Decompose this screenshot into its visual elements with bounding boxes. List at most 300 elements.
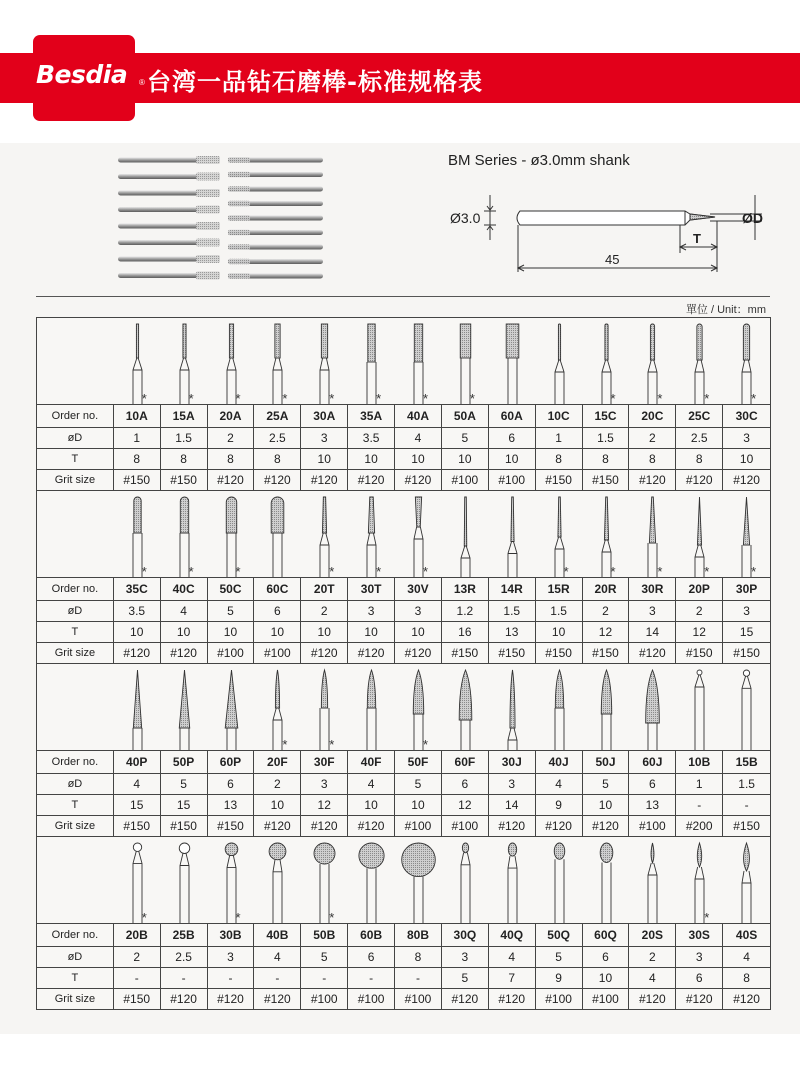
cell-order: 50P <box>161 751 208 773</box>
cell-order: 40C <box>161 578 208 600</box>
cell-order: 60C <box>254 578 301 600</box>
cell-order: 30P <box>735 582 758 596</box>
bur-drawing-40C <box>161 491 208 577</box>
cell-d: 4 <box>348 774 395 794</box>
cell-order: 30Q <box>442 924 489 946</box>
cell-d: 2.5 <box>676 428 723 448</box>
row-label-grit: Grit size <box>37 643 114 663</box>
bur-point-icon <box>208 664 255 750</box>
cell-order: 60F <box>442 751 489 773</box>
bur-drawings-row <box>37 318 770 404</box>
bur-drawing-15R <box>536 491 583 577</box>
asterisk-mark: * <box>329 910 335 925</box>
bur-point-icon <box>114 664 161 750</box>
table-row-grit <box>37 815 770 836</box>
cell-order: 50C <box>208 578 255 600</box>
cell-order: 60A <box>489 405 536 427</box>
bur-drawing-25A <box>254 318 301 404</box>
cell-d: 4 <box>489 947 536 967</box>
cell-t: 8 <box>743 971 750 985</box>
bur-flame-icon <box>442 664 489 750</box>
cell-order: 20C <box>629 405 676 427</box>
cell-grit: #150 <box>733 819 760 833</box>
cell-t: - <box>744 798 749 812</box>
bur-drawing-30J <box>489 664 536 750</box>
bur-needle-icon <box>629 491 676 577</box>
spec-table <box>36 317 771 1010</box>
bur-drawing-40J <box>536 664 583 750</box>
cell-t: 10 <box>583 795 630 815</box>
cell-t: 8 <box>208 449 255 469</box>
table-row-t <box>37 967 770 988</box>
row-label-grit: Grit size <box>37 470 114 490</box>
cell-order: 10C <box>536 405 583 427</box>
asterisk-mark: * <box>376 564 382 579</box>
cell-t: 10 <box>442 449 489 469</box>
bur-drawing-50B <box>301 837 348 923</box>
bur-drawing-60Q <box>583 837 630 923</box>
cell-t: 10 <box>114 622 161 642</box>
asterisk-mark: * <box>329 564 335 579</box>
row-label-order: Order no. <box>37 405 114 427</box>
cell-t: - <box>161 968 208 988</box>
cell-order: 60Q <box>583 924 630 946</box>
cell-grit: #120 <box>536 816 583 836</box>
cell-d: 3 <box>348 601 395 621</box>
cell-grit: #150 <box>114 816 161 836</box>
cell-d: 3.5 <box>114 601 161 621</box>
cell-t: 10 <box>208 622 255 642</box>
table-row-d <box>37 427 770 448</box>
cell-t: - <box>395 968 442 988</box>
cell-d: 3.5 <box>348 428 395 448</box>
cell-d: 4 <box>395 428 442 448</box>
bur-drawing-40B <box>254 837 301 923</box>
cell-grit: #120 <box>254 816 301 836</box>
cell-t: 10 <box>583 968 630 988</box>
cell-order: 15C <box>583 405 630 427</box>
cell-grit: #150 <box>489 643 536 663</box>
cell-grit: #120 <box>442 989 489 1009</box>
bur-ball-icon <box>254 837 301 923</box>
cell-t: 8 <box>114 449 161 469</box>
cell-order: 50J <box>583 751 630 773</box>
asterisk-mark: * <box>469 391 475 406</box>
bur-round-icon <box>161 491 208 577</box>
cell-t: 10 <box>348 795 395 815</box>
page-title: 台湾一品钻石磨棒-标准规格表 <box>147 68 483 96</box>
cell-d: 3 <box>743 431 750 445</box>
bur-cyl-icon <box>301 318 348 404</box>
cell-t: 10 <box>161 622 208 642</box>
table-row-grit <box>37 988 770 1009</box>
cell-t: 5 <box>442 968 489 988</box>
cell-grit: #120 <box>733 473 760 487</box>
bur-ball-icon <box>208 837 255 923</box>
bur-drawing-20P <box>676 491 723 577</box>
bur-flame-icon <box>489 664 536 750</box>
cell-d: 3 <box>301 428 348 448</box>
bur-drawing-25C <box>676 318 723 404</box>
bur-drawing-30S <box>676 837 723 923</box>
bur-drawing-50C <box>208 491 255 577</box>
cell-grit: #120 <box>161 989 208 1009</box>
cell-t: 14 <box>489 795 536 815</box>
cell-order: 20P <box>676 578 723 600</box>
cell-grit: #100 <box>536 989 583 1009</box>
cell-t: 4 <box>629 968 676 988</box>
bur-drawing-60A <box>489 318 536 404</box>
bur-ball-icon <box>395 837 442 923</box>
bur-drawing-60F <box>442 664 489 750</box>
cell-grit: #120 <box>629 989 676 1009</box>
row-label-d: øD <box>37 774 114 794</box>
cell-order: 20S <box>629 924 676 946</box>
cell-d: 6 <box>208 774 255 794</box>
cell-grit: #150 <box>114 989 161 1009</box>
bur-egg-icon <box>583 837 630 923</box>
bur-flame-icon <box>395 664 442 750</box>
table-row-order <box>37 750 770 773</box>
cell-order: 30A <box>301 405 348 427</box>
cell-t: 13 <box>629 795 676 815</box>
cell-order: 30B <box>208 924 255 946</box>
bur-drawing-50A <box>442 318 489 404</box>
cell-order: 20R <box>583 578 630 600</box>
separator-line <box>36 296 770 297</box>
table-row-d <box>37 946 770 967</box>
bur-drawing-20T <box>301 491 348 577</box>
cell-order: 14R <box>489 578 536 600</box>
cell-d: 5 <box>161 774 208 794</box>
cell-d: 3 <box>208 947 255 967</box>
head-length-label: T <box>693 231 701 246</box>
bur-cyl-icon <box>489 318 536 404</box>
cell-grit: #100 <box>254 643 301 663</box>
drawing-label-spacer <box>37 318 114 404</box>
bur-drawing-20B <box>114 837 161 923</box>
cell-t: 10 <box>254 622 301 642</box>
bur-flame-icon <box>254 664 301 750</box>
cell-order: 20B <box>114 924 161 946</box>
cell-grit: #100 <box>583 989 630 1009</box>
cell-order: 10A <box>114 405 161 427</box>
cell-grit: #120 <box>348 643 395 663</box>
cell-t: 12 <box>301 795 348 815</box>
cell-grit: #120 <box>489 816 536 836</box>
cell-order: 15A <box>161 405 208 427</box>
cell-order: 50F <box>395 751 442 773</box>
cell-d: 1 <box>114 428 161 448</box>
cell-d: 3 <box>676 947 723 967</box>
bur-flame-icon <box>583 664 630 750</box>
row-label-t: T <box>37 449 114 469</box>
bur-drawings-row <box>37 837 770 923</box>
cell-t: - <box>348 968 395 988</box>
cell-grit: #100 <box>489 470 536 490</box>
cell-d: 6 <box>254 601 301 621</box>
bur-drawing-30V <box>395 491 442 577</box>
asterisk-mark: * <box>751 391 757 406</box>
cell-grit: #150 <box>733 646 760 660</box>
table-row-order <box>37 577 770 600</box>
bur-ball-icon <box>301 837 348 923</box>
cell-grit: #120 <box>254 989 301 1009</box>
cell-t: 10 <box>254 795 301 815</box>
cell-order: 40P <box>114 751 161 773</box>
registered-mark: ® <box>139 78 145 87</box>
cell-order: 15B <box>735 755 758 769</box>
cell-grit: #120 <box>489 989 536 1009</box>
cell-t: 13 <box>489 622 536 642</box>
cell-order: 30J <box>489 751 536 773</box>
bur-round-icon <box>254 491 301 577</box>
cell-d: 2 <box>583 601 630 621</box>
cell-order: 30C <box>735 409 758 423</box>
cell-d: 2.5 <box>254 428 301 448</box>
row-label-d: øD <box>37 947 114 967</box>
bur-needle-icon <box>442 491 489 577</box>
cell-t: 10 <box>739 452 754 466</box>
cell-d: 5 <box>395 774 442 794</box>
brand-logo: Besdia <box>36 60 128 89</box>
cell-d: 2 <box>629 428 676 448</box>
bur-drawing-15C <box>583 318 630 404</box>
table-row-d <box>37 773 770 794</box>
bur-round-icon <box>723 318 770 404</box>
bur-drawing-60J <box>629 664 676 750</box>
bur-ball-icon <box>723 664 770 750</box>
bur-cyl-icon <box>395 318 442 404</box>
bur-drawing-30A <box>301 318 348 404</box>
bur-drawing-50P <box>161 664 208 750</box>
bur-egg-icon <box>536 837 583 923</box>
cell-t: - <box>208 968 255 988</box>
cell-grit: #120 <box>676 989 723 1009</box>
series-title: BM Series - ø3.0mm shank <box>448 152 630 169</box>
asterisk-mark: * <box>563 564 569 579</box>
cell-grit: #120 <box>208 470 255 490</box>
asterisk-mark: * <box>141 391 147 406</box>
asterisk-mark: * <box>657 564 663 579</box>
asterisk-mark: * <box>188 391 194 406</box>
cell-grit: #120 <box>733 992 760 1006</box>
bur-drawing-50J <box>583 664 630 750</box>
cell-grit: #120 <box>301 470 348 490</box>
drawing-label-spacer <box>37 837 114 923</box>
cell-d: 2 <box>676 601 723 621</box>
cell-order: 50B <box>301 924 348 946</box>
table-block <box>37 318 770 491</box>
bur-egg-icon <box>489 837 536 923</box>
cell-d: 5 <box>442 428 489 448</box>
cell-grit: #120 <box>114 643 161 663</box>
bur-drawing-30B <box>208 837 255 923</box>
cell-grit: #120 <box>161 643 208 663</box>
cell-t: 10 <box>301 622 348 642</box>
bur-drop-icon <box>676 837 723 923</box>
bur-drawing-20S <box>629 837 676 923</box>
cell-grit: #150 <box>161 470 208 490</box>
cell-t: 10 <box>395 449 442 469</box>
row-label-grit: Grit size <box>37 989 114 1009</box>
cell-order: 35A <box>348 405 395 427</box>
bur-round-icon <box>676 318 723 404</box>
cell-order: 60P <box>208 751 255 773</box>
cell-t: 12 <box>583 622 630 642</box>
cell-d: 2 <box>301 601 348 621</box>
row-label-grit: Grit size <box>37 816 114 836</box>
cell-d: 1.5 <box>738 777 755 791</box>
table-row-t <box>37 794 770 815</box>
bur-drawing-50F <box>395 664 442 750</box>
bur-drawing-80B <box>395 837 442 923</box>
bur-drawing-30T <box>348 491 395 577</box>
cell-grit: #120 <box>301 816 348 836</box>
cell-grit: #120 <box>348 816 395 836</box>
asterisk-mark: * <box>282 391 288 406</box>
bur-taper-icon <box>348 491 395 577</box>
table-row-order <box>37 404 770 427</box>
cell-grit: #150 <box>536 470 583 490</box>
asterisk-mark: * <box>329 737 335 752</box>
bur-cyl-icon <box>254 318 301 404</box>
bur-drawing-15A <box>161 318 208 404</box>
cell-d: 6 <box>442 774 489 794</box>
bur-drawing-60C <box>254 491 301 577</box>
row-label-order: Order no. <box>37 578 114 600</box>
cell-grit: #120 <box>583 816 630 836</box>
cell-order: 25A <box>254 405 301 427</box>
cell-grit: #150 <box>536 643 583 663</box>
bur-cyl-icon <box>348 318 395 404</box>
bur-drawing-40Q <box>489 837 536 923</box>
table-block <box>37 837 770 1009</box>
cell-grit: #100 <box>208 643 255 663</box>
cell-grit: #100 <box>395 989 442 1009</box>
bur-drawing-20F <box>254 664 301 750</box>
cell-d: 6 <box>489 428 536 448</box>
cell-d: 4 <box>536 774 583 794</box>
cell-d: 1 <box>536 428 583 448</box>
cell-d: 5 <box>208 601 255 621</box>
cell-order: 50Q <box>536 924 583 946</box>
table-row-grit <box>37 642 770 663</box>
cell-grit: #100 <box>629 816 676 836</box>
asterisk-mark: * <box>235 910 241 925</box>
bur-drawing-40A <box>395 318 442 404</box>
asterisk-mark: * <box>235 564 241 579</box>
cell-d: 4 <box>161 601 208 621</box>
bur-drawing-10B <box>676 664 723 750</box>
cell-order: 20T <box>301 578 348 600</box>
cell-t: 8 <box>161 449 208 469</box>
bur-round-icon <box>629 318 676 404</box>
bur-drawing-13R <box>442 491 489 577</box>
cell-grit: #120 <box>301 643 348 663</box>
cell-grit: #150 <box>676 643 723 663</box>
bur-taper-icon <box>301 491 348 577</box>
cell-order: 20A <box>208 405 255 427</box>
asterisk-mark: * <box>423 564 429 579</box>
bur-point-icon <box>161 664 208 750</box>
cell-grit: #150 <box>583 643 630 663</box>
bur-drawing-35A <box>348 318 395 404</box>
cell-t: 10 <box>395 622 442 642</box>
cell-t: 10 <box>489 449 536 469</box>
cell-order: 25B <box>161 924 208 946</box>
bur-drawing-10C <box>536 318 583 404</box>
bur-egg-icon <box>442 837 489 923</box>
cell-t: 10 <box>536 622 583 642</box>
bur-ball-icon <box>676 664 723 750</box>
cell-d: 8 <box>395 947 442 967</box>
cell-order: 30F <box>301 751 348 773</box>
row-label-order: Order no. <box>37 751 114 773</box>
bur-point-icon <box>723 491 770 577</box>
head-diameter-label: ØD <box>742 210 763 226</box>
bur-drawing-15B <box>723 664 770 750</box>
bur-cyl-icon <box>161 318 208 404</box>
cell-order: 30S <box>676 924 723 946</box>
cell-t: 16 <box>442 622 489 642</box>
cell-grit: #150 <box>442 643 489 663</box>
shank-diameter-label: Ø3.0 <box>450 210 481 226</box>
cell-t: 7 <box>489 968 536 988</box>
bur-drawing-35C <box>114 491 161 577</box>
cell-d: 1.2 <box>442 601 489 621</box>
bur-invtaper-icon <box>395 491 442 577</box>
bur-round-icon <box>583 318 630 404</box>
cell-order: 40F <box>348 751 395 773</box>
cell-grit: #150 <box>161 816 208 836</box>
table-block <box>37 491 770 664</box>
bur-flame-icon <box>629 664 676 750</box>
row-label-t: T <box>37 795 114 815</box>
cell-t: 8 <box>583 449 630 469</box>
asterisk-mark: * <box>423 391 429 406</box>
asterisk-mark: * <box>704 391 710 406</box>
cell-order: 25C <box>676 405 723 427</box>
cell-d: 3 <box>629 601 676 621</box>
cell-t: 15 <box>114 795 161 815</box>
cell-grit: #120 <box>395 643 442 663</box>
cell-order: 60B <box>348 924 395 946</box>
cell-grit: #100 <box>395 816 442 836</box>
cell-d: 2 <box>114 947 161 967</box>
bur-flame-icon <box>536 664 583 750</box>
cell-order: 40S <box>735 928 758 942</box>
asterisk-mark: * <box>188 564 194 579</box>
asterisk-mark: * <box>704 910 710 925</box>
cell-grit: #120 <box>395 470 442 490</box>
cell-d: 5 <box>583 774 630 794</box>
cell-t: 8 <box>254 449 301 469</box>
row-label-t: T <box>37 968 114 988</box>
bur-needle-icon <box>583 491 630 577</box>
bur-round-icon <box>536 318 583 404</box>
cell-t: - <box>114 968 161 988</box>
drawing-label-spacer <box>37 491 114 577</box>
asterisk-mark: * <box>704 564 710 579</box>
cell-d: 4 <box>254 947 301 967</box>
total-length-label: 45 <box>605 252 620 267</box>
cell-grit: #100 <box>442 470 489 490</box>
cell-d: 6 <box>583 947 630 967</box>
cell-order: 50A <box>442 405 489 427</box>
cell-order: 40B <box>254 924 301 946</box>
cell-t: 8 <box>629 449 676 469</box>
